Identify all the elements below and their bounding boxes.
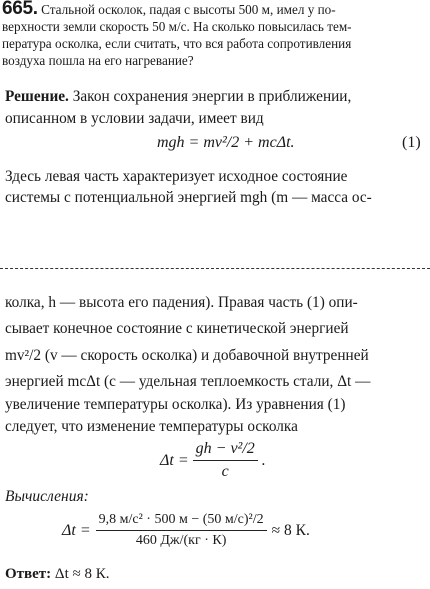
answer xyxy=(5,566,109,583)
equation-2-lhs: Δt = xyxy=(160,451,189,469)
answer-label: Ответ: xyxy=(5,566,52,582)
equation-1-number: (1) xyxy=(402,134,421,151)
solution-line-4: системы с потенциальной энергией mgh (m — масса ос- xyxy=(5,189,372,206)
problem-line-2: верхности земли скорость 50 м/с. На сколько повысилась тем- xyxy=(2,19,352,34)
equation-2-numerator: gh − v²/2 xyxy=(193,440,258,461)
equation-3-lhs: Δt = xyxy=(62,521,91,539)
equation-3 xyxy=(62,512,310,549)
solution-line-1-text: Закон сохранения энергии в приближении, xyxy=(68,88,352,105)
answer-value: Δt ≈ 8 К. xyxy=(51,566,110,582)
equation-1: mgh = mv²/2 + mcΔt. xyxy=(157,134,295,151)
continuation-line-1: колка, h — высота его падения). Правая часть (1) опи- xyxy=(5,294,358,311)
problem-statement xyxy=(2,0,336,18)
calculations-label: Вычисления: xyxy=(5,488,89,505)
problem-line-3: пература осколка, если считать, что вся работа сопротивления xyxy=(2,36,352,51)
solution-line-2: описанном в условии задачи, имеет вид xyxy=(5,110,264,127)
continuation-line-5: увеличение температуры осколка). Из уравнения (1) xyxy=(5,396,346,413)
problem-line-1: Стальной осколок, падая с высоты 500 м, имел у по- xyxy=(41,2,336,17)
solution-line-3: Здесь левая часть характеризует исходное состояние xyxy=(5,168,348,185)
equation-3-numerator: 9,8 м/с² · 500 м − (50 м/с)²/2 xyxy=(96,512,267,531)
continuation-line-6: следует, что изменение температуры осколка xyxy=(5,418,298,435)
equation-2 xyxy=(160,440,266,481)
continuation-line-4: энергией mcΔt (c — удельная теплоемкость стали, Δt — xyxy=(5,373,371,390)
solution-line-1 xyxy=(5,86,351,107)
equation-2-denominator: c xyxy=(221,463,229,480)
equation-2-tail: . xyxy=(261,451,266,469)
equation-2-fraction xyxy=(193,440,258,481)
problem-line-4: воздуха пошла на его нагревание? xyxy=(2,53,194,68)
equation-3-denominator: 460 Дж/(кг · К) xyxy=(135,533,227,548)
page-break-divider xyxy=(0,268,430,269)
continuation-line-3: mv²/2 (v — скорость осколка) и добавочной внутренней xyxy=(5,347,369,364)
equation-3-fraction xyxy=(96,512,267,549)
equation-3-result: ≈ 8 К. xyxy=(271,521,310,539)
solution-label: Решение. xyxy=(5,88,69,105)
problem-number: 665. xyxy=(2,0,38,19)
continuation-line-2: сывает конечное состояние с кинетической энергией xyxy=(5,320,349,337)
